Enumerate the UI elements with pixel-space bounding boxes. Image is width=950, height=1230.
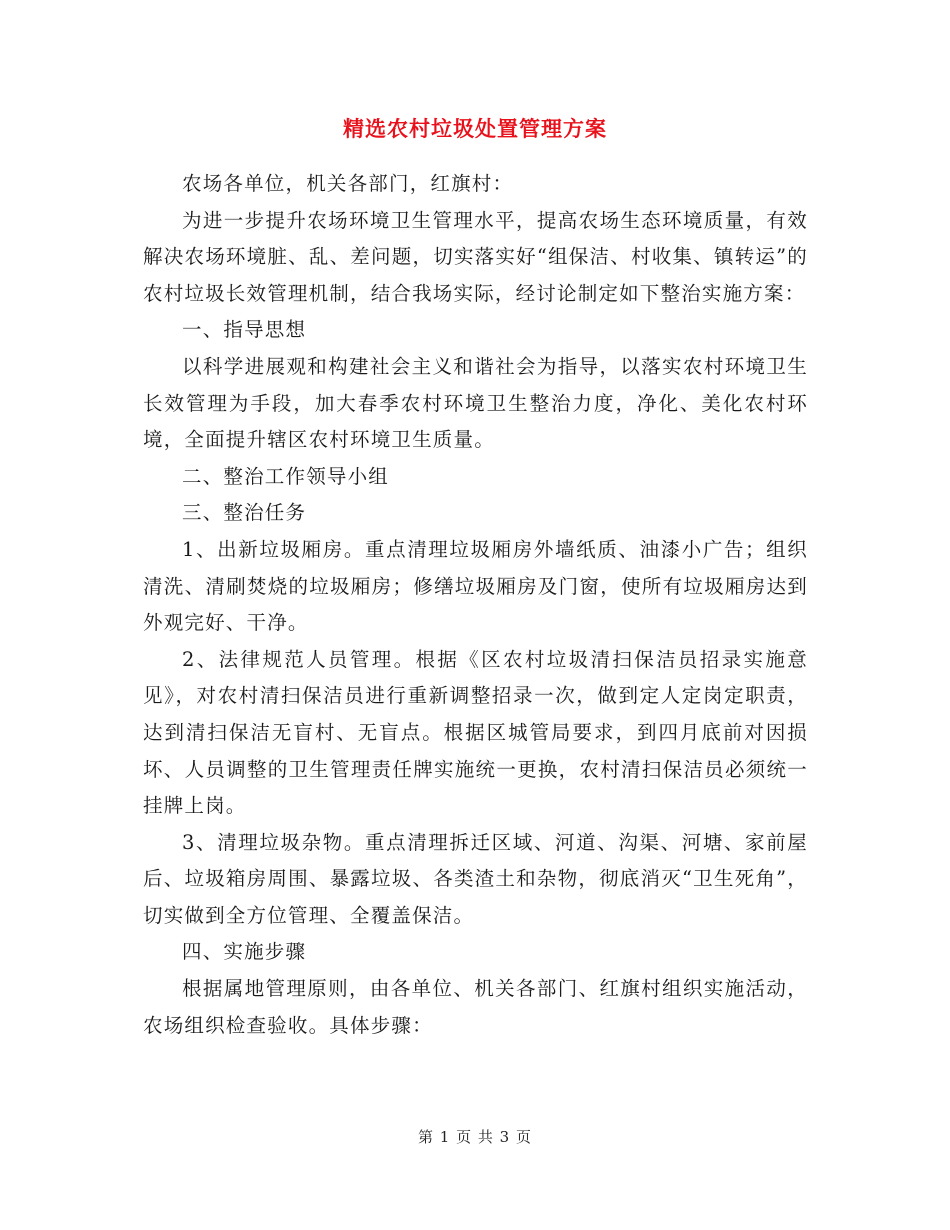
task-paragraph-1: 1、出新垃圾厢房。重点清理垃圾厢房外墙纸质、油漆小广告；组织清洗、清刷焚烧的垃圾厢房；修缮垃圾厢房及门窗，使所有垃圾厢房达到外观完好、干净。 [143,537,808,635]
task-paragraph-3: 3、清理垃圾杂物。重点清理拆迁区域、河道、沟渠、河塘、家前屋后、垃圾箱房周围、暴露垃圾、各类渣土和杂物，彻底消灭“卫生死角”，切实做到全方位管理、全覆盖保洁。 [143,830,808,927]
section-heading-4: 四、实施步骤 [182,940,307,964]
steps-paragraph: 根据属地管理原则，由各单位、机关各部门、红旗村组织实施活动，农场组织检查验收。具体步骤： [143,977,808,1037]
salutation-paragraph: 农场各单位，机关各部门，红旗村： [182,172,514,195]
page-number-footer: 第 1 页 共 3 页 [418,1128,532,1146]
section-heading-1: 一、指导思想 [182,318,307,342]
intro-paragraph: 为进一步提升农场环境卫生管理水平，提高农场生态环境质量，有效解决农场环境脏、乱、差问题，切实落实好“组保洁、村收集、镇转运”的农村垃圾长效管理机制，结合我场实际，经讨论制定如下整治实施方案： [143,208,808,305]
guiding-ideology-paragraph: 以科学进展观和构建社会主义和谐社会为指导，以落实农村环境卫生长效管理为手段，加大春季农村环境卫生整治力度，净化、美化农村环境，全面提升辖区农村环境卫生质量。 [143,354,808,452]
section-heading-3: 三、整治任务 [182,501,307,525]
document-body [143,166,808,1044]
task-paragraph-2: 2、法律规范人员管理。根据《区农村垃圾清扫保洁员招录实施意见》，对农村清扫保洁员进行重新调整招录一次，做到定人定岗定职责，达到清扫保洁无盲村、无盲点。根据区城管局要求，到四月底前对因损坏、人员调整的卫生管理责任牌实施统一更换，农村清扫保洁员必须统一挂牌上岗。 [143,647,808,818]
document-title: 精选农村垃圾处置管理方案 [343,116,607,141]
section-heading-2: 二、整治工作领导小组 [182,464,390,488]
